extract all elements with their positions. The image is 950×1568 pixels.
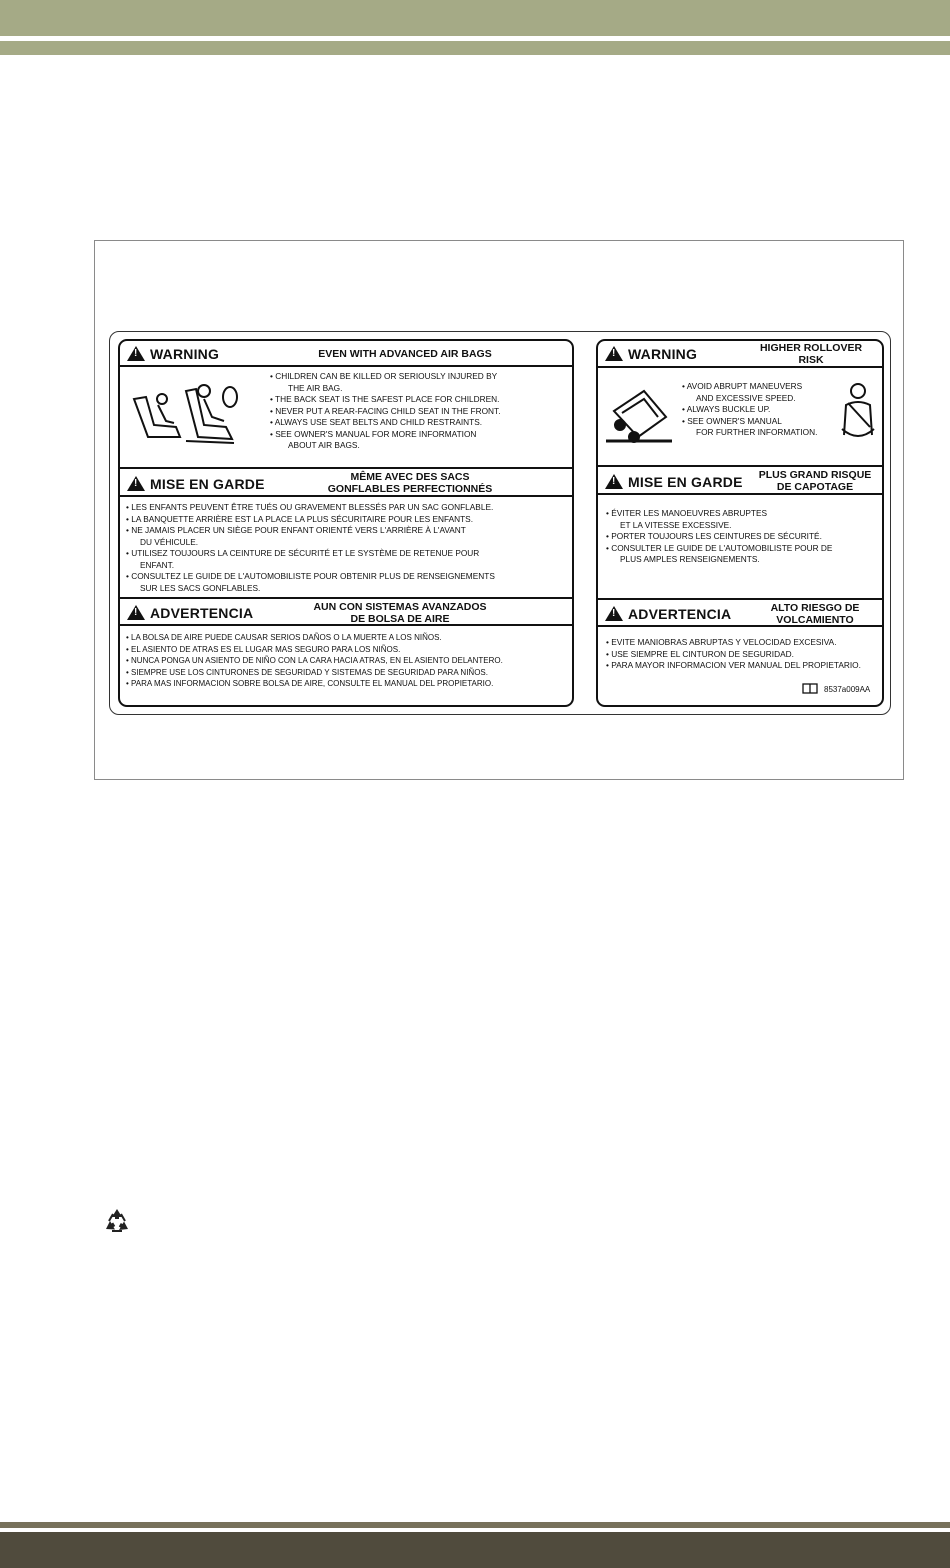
rollover-fr-title <box>748 469 882 493</box>
warning-triangle-icon <box>127 605 145 620</box>
seatbelt-person-icon <box>838 381 878 447</box>
text-line: • LES ENFANTS PEUVENT ÊTRE TUÉS OU GRAVEMENT BLESSÉS PAR UN SAC GONFLABLE. <box>126 502 494 512</box>
title-line: PLUS GRAND RISQUE <box>758 469 872 481</box>
header-stripe <box>0 41 950 55</box>
text-line: ET LA VITESSE EXCESSIVE. <box>620 519 732 530</box>
rollover-fr-text <box>606 508 832 566</box>
text-line: • ALWAYS USE SEAT BELTS AND CHILD RESTRAINTS. <box>270 417 483 427</box>
text-line: • ALWAYS BUCKLE UP. <box>682 404 771 414</box>
airbag-en-title: EVEN WITH ADVANCED AIR BAGS <box>318 348 492 360</box>
airbag-warning-panel <box>118 339 574 707</box>
text-line: AND EXCESSIVE SPEED. <box>696 392 796 403</box>
rollover-warning-panel <box>596 339 884 707</box>
text-line: • PARA MAYOR INFORMACION VER MANUAL DEL PROPIETARIO. <box>606 660 861 670</box>
airbag-fr-text <box>126 502 495 594</box>
text-line: • SIEMPRE USE LOS CINTURONES DE SEGURIDAD Y SISTEMAS DE SEGURIDAD PARA NIÑOS. <box>126 667 488 677</box>
text-line: • ÉVITER LES MANOEUVRES ABRUPTES <box>606 508 768 518</box>
text-line: • EVITE MANIOBRAS ABRUPTAS Y VELOCIDAD EXCESIVA. <box>606 637 837 647</box>
rollover-es-text <box>606 637 861 672</box>
title-line: RISK <box>798 354 824 366</box>
text-line: ENFANT. <box>140 559 175 570</box>
airbag-fr-title <box>290 471 530 495</box>
warning-triangle-icon <box>127 476 145 491</box>
text-line: DU VÉHICULE. <box>140 536 199 547</box>
text-line: • NUNCA PONGA UN ASIENTO DE NIÑO CON LA CARA HACIA ATRAS, EN EL ASIENTO DELANTERO. <box>126 656 503 665</box>
header-band <box>0 0 950 36</box>
signal-word: MISE EN GARDE <box>150 476 265 492</box>
recycle-icon <box>103 1207 131 1235</box>
airbag-es-text <box>126 632 503 690</box>
footer-divider <box>0 1522 950 1528</box>
warning-triangle-icon <box>605 346 623 361</box>
text-line: • CONSULTEZ LE GUIDE DE L'AUTOMOBILISTE POUR OBTENIR PLUS DE RENSEIGNEMENTS <box>126 571 495 581</box>
rollover-en-header <box>598 341 882 368</box>
text-line: THE AIR BAG. <box>288 382 343 393</box>
rollover-es-title <box>748 602 882 626</box>
text-line: FOR FURTHER INFORMATION. <box>696 427 818 437</box>
title-line: AUN CON SISTEMAS AVANZADOS <box>313 601 487 613</box>
part-code: 8537a009AA <box>824 685 871 694</box>
title-line: VOLCAMIENTO <box>776 614 854 626</box>
rollover-es-header <box>598 598 882 627</box>
rollover-fr-header <box>598 465 882 495</box>
text-line: • THE BACK SEAT IS THE SAFEST PLACE FOR CHILDREN. <box>270 394 500 404</box>
warning-triangle-icon <box>605 606 623 621</box>
owners-manual-icon <box>802 683 818 694</box>
airbag-en-text <box>270 371 501 452</box>
title-line: MÊME AVEC DES SACS <box>350 471 470 483</box>
text-line: • LA BANQUETTE ARRIÈRE EST LA PLACE LA PLUS SÉCURITAIRE POUR LES ENFANTS. <box>126 513 474 524</box>
signal-word: MISE EN GARDE <box>628 474 743 490</box>
airbag-es-header <box>120 597 572 626</box>
text-line: • PARA MAS INFORMACION SOBRE BOLSA DE AIRE, CONSULTE EL MANUAL DEL PROPIETARIO. <box>126 679 494 688</box>
title-line: DE CAPOTAGE <box>776 481 854 493</box>
text-line: • USE SIEMPRE EL CINTURON DE SEGURIDAD. <box>606 648 794 659</box>
text-line: • CHILDREN CAN BE KILLED OR SERIOUSLY INJURED BY <box>270 371 498 381</box>
text-line: • UTILISEZ TOUJOURS LA CEINTURE DE SÉCURITÉ ET LE SYSTÈME DE RETENUE POUR <box>126 548 480 558</box>
warning-label-sheet <box>109 331 891 715</box>
signal-word: ADVERTENCIA <box>628 606 732 622</box>
airbag-fr-header <box>120 467 572 497</box>
vehicle-rollover-icon <box>604 381 674 447</box>
airbag-en-header <box>120 341 572 367</box>
text-line: • NE JAMAIS PLACER UN SIÈGE POUR ENFANT ORIENTÉ VERS L'ARRIÈRE À L'AVANT <box>126 525 466 535</box>
rollover-en-title <box>746 342 876 366</box>
text-line: • LA BOLSA DE AIRE PUEDE CAUSAR SERIOS DAÑOS O LA MUERTE A LOS NIÑOS. <box>126 633 442 642</box>
footer-band <box>0 1532 950 1568</box>
warning-label-figure <box>94 240 904 780</box>
signal-word: WARNING <box>628 346 698 362</box>
text-line: • SEE OWNER'S MANUAL FOR MORE INFORMATION <box>270 428 477 439</box>
signal-word: WARNING <box>150 346 220 362</box>
title-line: GONFLABLES PERFECTIONNÉS <box>327 483 493 495</box>
text-line: • PORTER TOUJOURS LES CEINTURES DE SÉCURITÉ. <box>606 531 822 541</box>
text-line: • AVOID ABRUPT MANEUVERS <box>682 381 803 391</box>
text-line: • SEE OWNER'S MANUAL <box>682 415 782 426</box>
text-line: ABOUT AIR BAGS. <box>288 440 360 450</box>
text-line: SUR LES SACS GONFLABLES. <box>140 582 261 593</box>
text-line: • NEVER PUT A REAR-FACING CHILD SEAT IN THE FRONT. <box>270 405 501 416</box>
title-line: HIGHER ROLLOVER <box>759 342 863 354</box>
warning-triangle-icon <box>605 474 623 489</box>
text-line: • CONSULTER LE GUIDE DE L'AUTOMOBILISTE POUR DE <box>606 542 833 553</box>
title-line: DE BOLSA DE AIRE <box>350 613 450 625</box>
signal-word: ADVERTENCIA <box>150 605 254 621</box>
rollover-en-text <box>682 381 817 439</box>
airbag-es-title <box>280 601 520 625</box>
text-line: • EL ASIENTO DE ATRAS ES EL LUGAR MAS SEGURO PARA LOS NIÑOS. <box>126 644 401 654</box>
text-line: PLUS AMPLES RENSEIGNEMENTS. <box>620 554 760 564</box>
warning-triangle-icon <box>127 346 145 361</box>
title-line: ALTO RIESGO DE <box>770 602 860 614</box>
child-seat-airbag-icon <box>126 381 244 451</box>
